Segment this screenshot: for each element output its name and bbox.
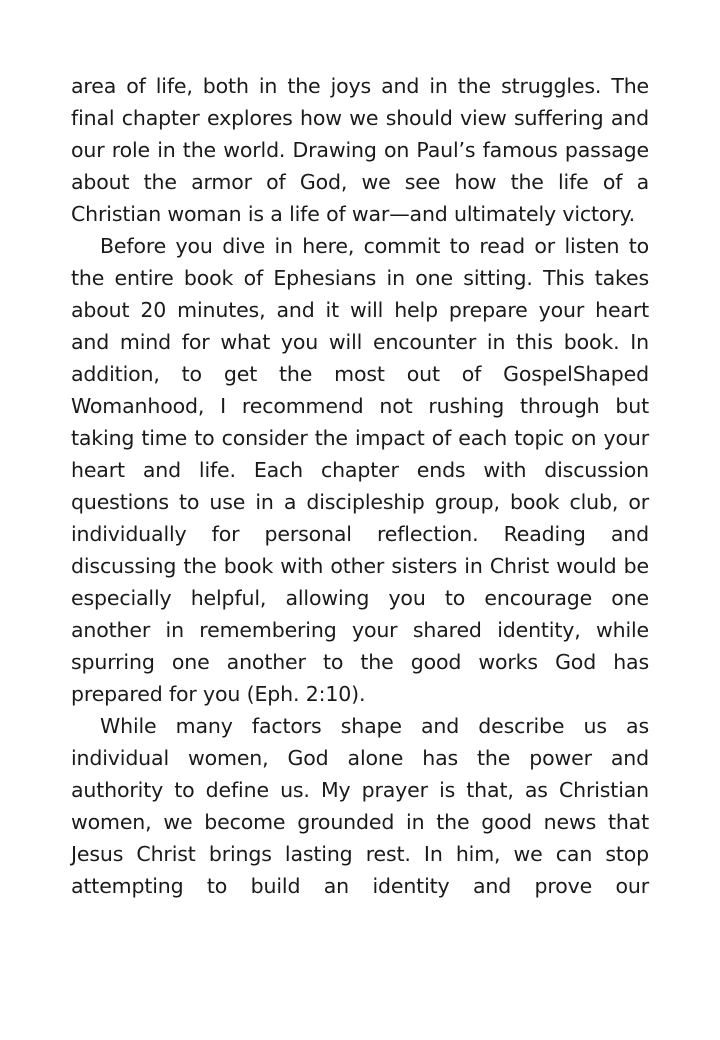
paragraph-continued: area of life, both in the joys and in the struggles. The final chapter explores how we should view suffering and our role in the world. Drawing on Paul’s famous passage about the armor of God, we see how the life of a Christian woman is a life of war—and ultimately victory. xyxy=(71,74,649,226)
book-page xyxy=(71,70,649,902)
paragraph-identity-prayer: While many factors shape and describe us as individual women, God alone has the power and authority to define us. My prayer is that, as Christian women, we become grounded in the good news that Jesus Christ brings lasting rest. In him, we can stop attempting to build an identity and prove our xyxy=(71,714,649,898)
paragraph-ephesians-reading: Before you dive in here, commit to read or listen to the entire book of Ephesians in one sitting. This takes about 20 minutes, and it will help prepare your heart and mind for what you will encounter in this book. In addition, to get the most out of GospelShaped Womanhood, I recommend not rushing through but taking time to consider the impact of each topic on your heart and life. Each chapter ends with discussion questions to use in a discipleship group, book club, or individually for personal reflection. Reading and discussing the book with other sisters in Christ would be especially helpful, allowing you to encourage one another in remembering your shared identity, while spurring one another to the good works God has prepared for you (Eph. 2:10). xyxy=(71,234,649,706)
